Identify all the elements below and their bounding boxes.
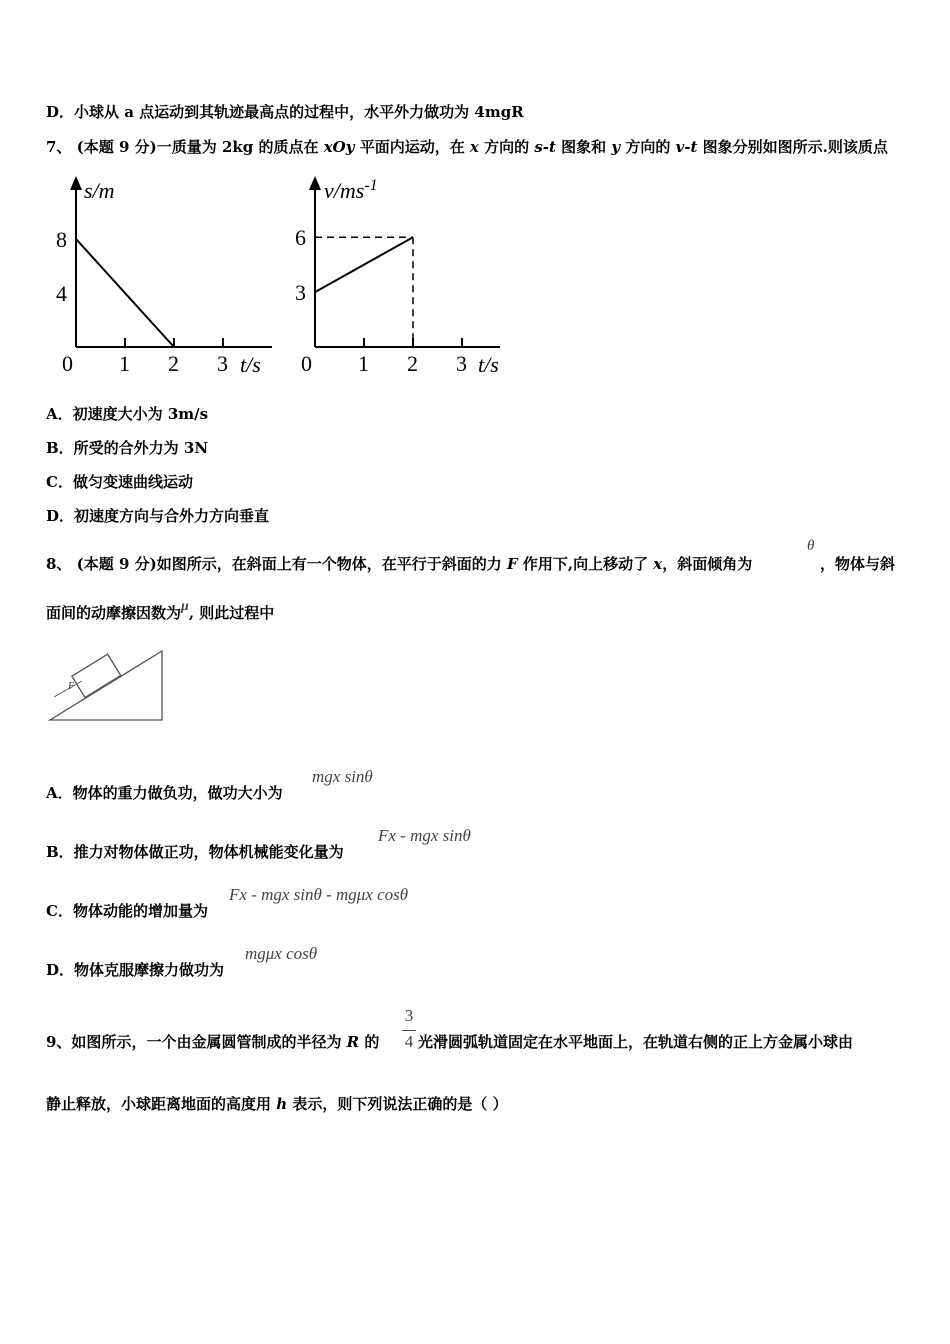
q8-option-c-formula: Fx - mgx sinθ - mgμx cosθ [229,885,409,904]
y-tick-label: 3 [295,280,306,306]
q8-option-b: B．推力对物体做正功，物体机械能变化量为 [46,843,344,861]
x-tick-label: 1 [358,351,369,376]
q8-stem-line2: 面间的动摩擦因数为μ, 则此过程中 [46,599,275,622]
q8-stem-line1-tail: ，物体与斜 [820,555,896,573]
q8-option-a: A．物体的重力做负功，做功大小为 [46,784,283,802]
y-tick-label: 8 [56,227,67,252]
q7-option-b: B．所受的合外力为 3N [46,439,209,457]
x-tick-label: 3 [456,351,467,376]
q9-stem-line1-post: 光滑圆弧轨道固定在水平地面上，在轨道右侧的正上方金属小球由 [418,1033,854,1051]
q9-fraction-denominator: 4 [404,1032,414,1051]
q8-theta-symbol: θ [807,538,815,554]
q6-option-d: D．小球从 a 点运动到其轨迹最高点的过程中，水平外力做功为 4mgR [46,103,524,121]
q9-fraction-bar [402,1030,416,1031]
s-t-ylabel: s/m [84,178,115,203]
q9-stem-line2: 静止释放，小球距离地面的高度用 h 表示，则下列说法正确的是（ ） [46,1095,508,1113]
q8-option-d: D．物体克服摩擦力做功为 [46,961,225,979]
q8-option-b-formula: Fx - mgx sinθ [378,826,471,845]
v-t-ylabel: $v/ms^{-1}$ [324,177,378,203]
force-label: F [68,681,75,692]
s-t-xlabel: t/s [240,352,261,377]
q8-option-d-formula: mgμx cosθ [245,944,318,963]
x-tick-label: 0 [301,351,312,376]
y-tick-label: 6 [295,225,306,251]
v-t-series-line [315,237,413,292]
x-tick-label: 2 [168,351,179,376]
x-tick-label: 0 [62,351,73,376]
q9-stem-line1-pre: 9、如图所示，一个由金属圆管制成的半径为 R 的 [46,1033,380,1051]
q7-option-c: C．做匀变速曲线运动 [46,473,193,491]
y-tick-label: 4 [56,281,67,306]
q8-option-c: C．物体动能的增加量为 [46,902,208,920]
x-tick-label: 2 [407,351,418,376]
x-tick-label: 3 [217,351,228,376]
q7-option-a: A．初速度大小为 3m/s [46,405,209,423]
x-tick-label: 1 [119,351,130,376]
v-t-xlabel: t/s [478,352,499,377]
q8-mu-symbol: μ [181,599,189,614]
block [72,654,121,697]
q8-option-a-formula: mgx sinθ [312,767,373,786]
q8-stem-line1: 8、 (本题 9 分)如图所示，在斜面上有一个物体，在平行于斜面的力 F 作用下,向上移动了 x，斜面倾角为 [46,555,753,573]
q7-option-d: D．初速度方向与合外力方向垂直 [46,507,270,525]
q9-fraction-numerator: 3 [404,1006,414,1025]
q7-stem: 7、 (本题 9 分)一质量为 2kg 的质点在 xOy 平面内运动，在 x 方向的 s-t 图象和 y 方向的 v-t 图象分别如图所示.则该质点 [46,138,888,156]
q8-incline-figure [44,645,169,725]
